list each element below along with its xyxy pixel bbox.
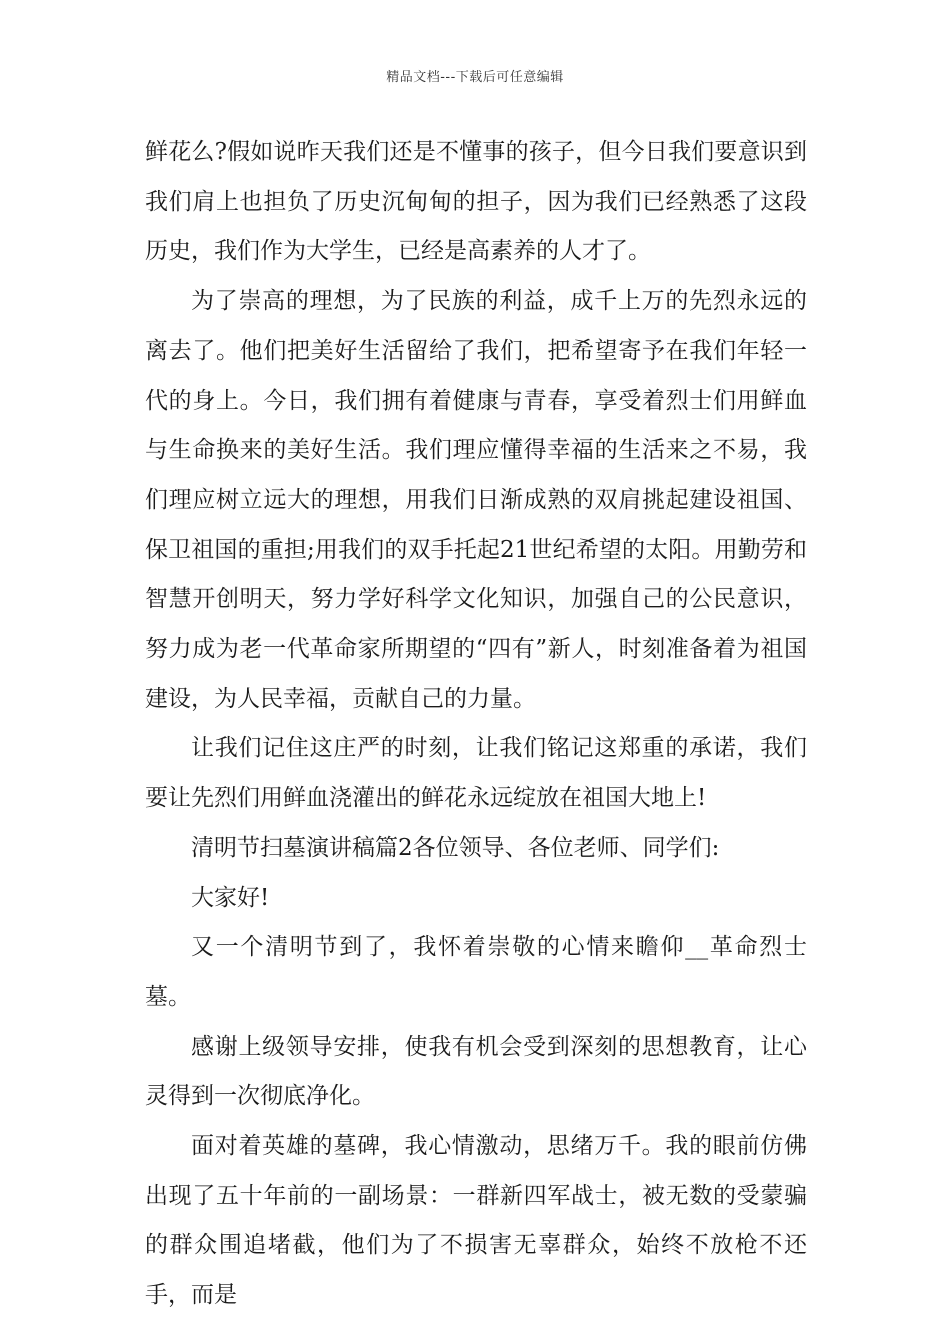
paragraph-7: 感谢上级领导安排，使我有机会受到深刻的思想教育，让心灵得到一次彻底净化。 — [145, 1033, 807, 1110]
paragraph-4: 清明节扫墓演讲稿篇2各位领导、各位老师、同学们: — [191, 834, 720, 861]
paragraph-5: 大家好! — [191, 884, 270, 911]
page-header: 精品文档---下载后可任意编辑 — [386, 70, 564, 85]
document-body — [145, 128, 807, 1321]
paragraph-8: 面对着英雄的墓碑，我心情激动，思绪万千。我的眼前仿佛出现了五十年前的一副场景：一群新四军战士，被无数的受蒙骗的群众围追堵截，他们为了不损害无辜群众，始终不放枪不还手，而是 — [145, 1133, 807, 1309]
paragraph-6: 又一个清明节到了，我怀着崇敬的心情来瞻仰__革命烈士墓。 — [145, 934, 807, 1010]
paragraph-3: 让我们记住这庄严的时刻，让我们铭记这郑重的承诺，我们要让先烈们用鲜血浇灌出的鲜花永远绽放在祖国大地上! — [145, 735, 807, 812]
paragraph-2: 为了崇高的理想，为了民族的利益，成千上万的先烈永远的离去了。他们把美好生活留给了我们，把希望寄予在我们年轻一代的身上。今日，我们拥有着健康与青春，享受着烈士们用鲜血与生命换来的美好生活。我们理应懂得幸福的生活来之不易，我们理应树立远大的理想，用我们日渐成熟的双肩挑起建设祖国、保卫祖国的重担;用我们的双手托起21世纪希望的太阳。用勤劳和智慧开创明天，努力学好科学文化知识，加强自己的公民意识，努力成为老一代革命家所期望的“四有”新人，时刻准备着为祖国建设，为人民幸福，贡献自己的力量。 — [145, 288, 807, 712]
paragraph-1: 鲜花么?假如说昨天我们还是不懂事的孩子，但今日我们要意识到我们肩上也担负了历史沉甸甸的担子，因为我们已经熟悉了这段历史，我们作为大学生，已经是高素养的人才了。 — [145, 139, 807, 265]
